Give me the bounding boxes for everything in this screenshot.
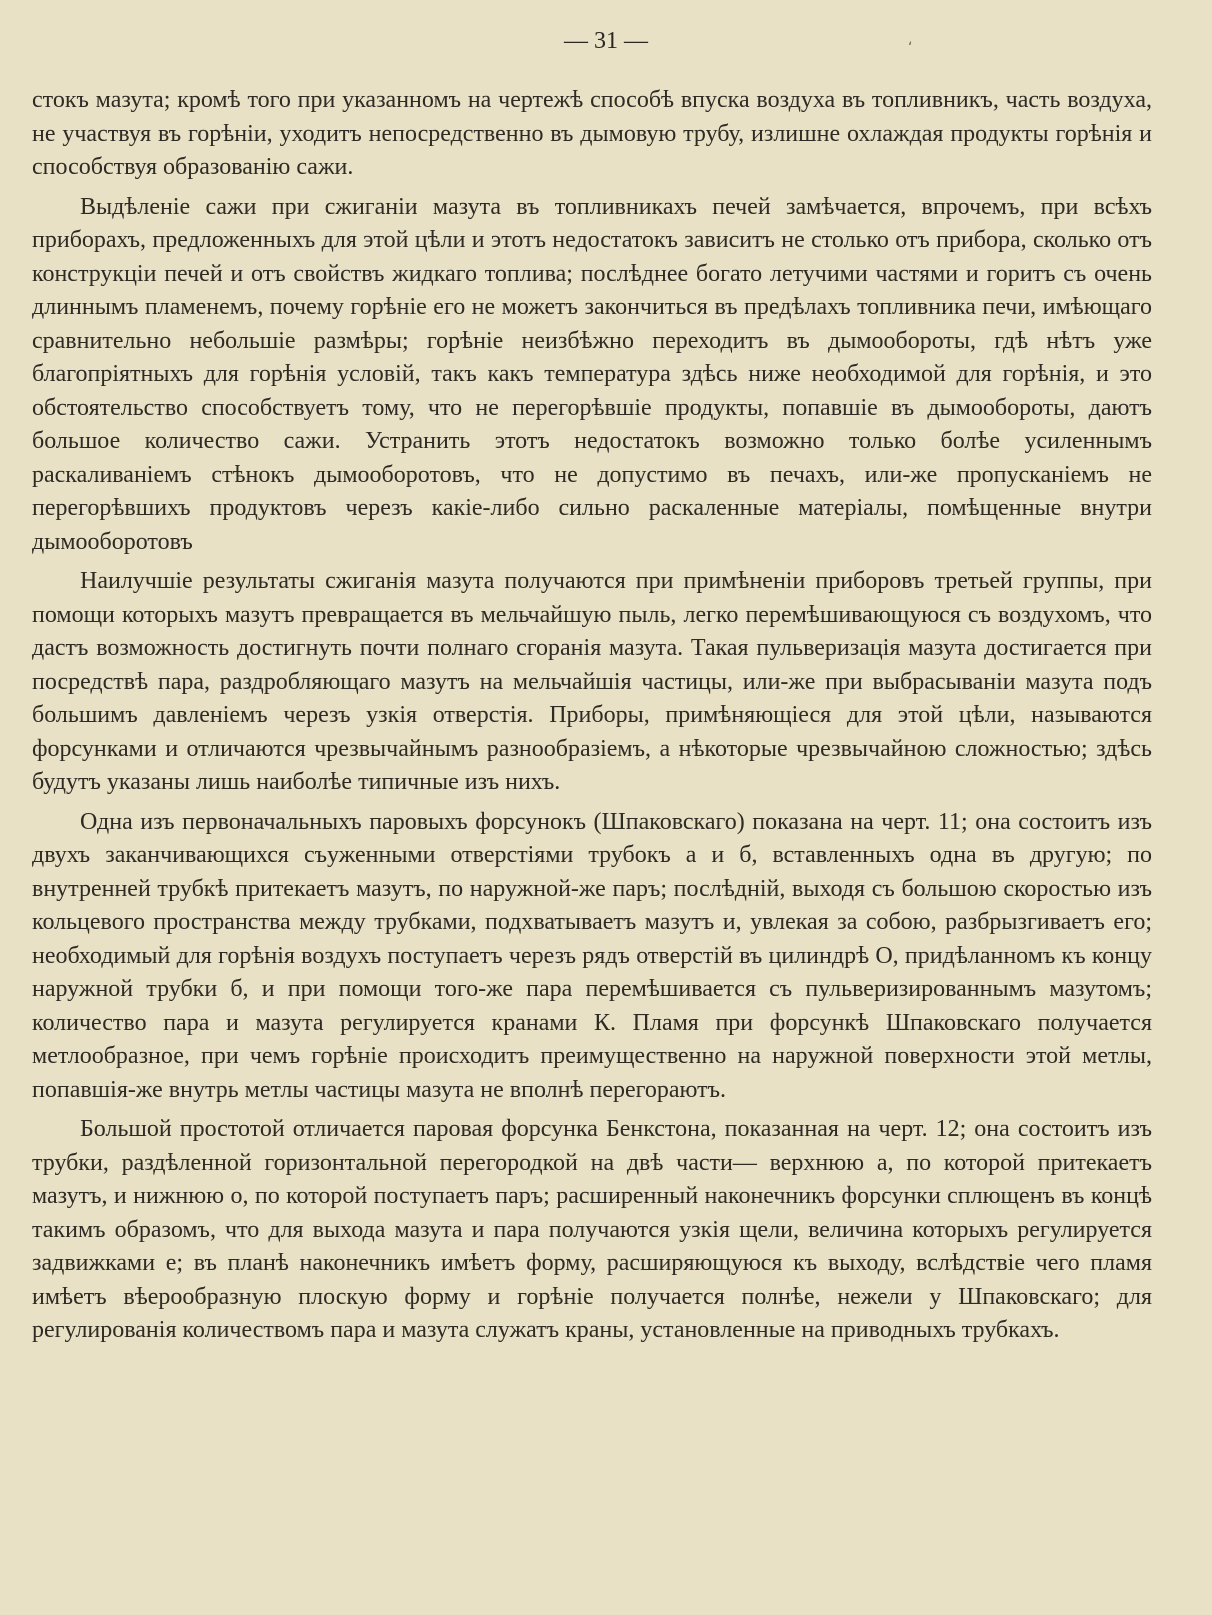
paragraph-1: стокъ мазута; кромѣ того при указанномъ на чертежѣ способѣ впуска воздуха въ топливникъ, часть воздуха, не участвуя въ горѣніи, уходитъ непосредственно въ дымовую трубу, излишне охлаждая продукты горѣнія и способствуя образованію сажи. <box>32 87 1152 180</box>
paragraph-2: Выдѣленіе сажи при сжиганіи мазута въ топливникахъ печей замѣчается, впрочемъ, при всѣхъ приборахъ, предложенныхъ для этой цѣли и этотъ недостатокъ зависитъ не столько отъ прибора, сколько отъ конструкціи печей и отъ свойствъ жидкаго топлива; послѣднее богато летучими частями и горитъ съ очень длиннымъ пламенемъ, почему горѣніе его не можетъ закончиться въ предѣлахъ топливника печи, имѣющаго сравнительно небольшіе размѣры; горѣніе неизбѣжно переходитъ въ дымообороты, гдѣ нѣтъ уже благопріятныхъ для горѣнія условій, такъ какъ температура здѣсь ниже необходимой для горѣнія, и это обстоятельство способствуетъ тому, что не перегорѣвшіе продукты, попавшіе въ дымообороты, даютъ большое количество сажи. Устранить этотъ недостатокъ возможно только болѣе усиленнымъ раскаливаніемъ стѣнокъ дымооборотовъ, что не допустимо въ печахъ, или-же пропусканіемъ не перегорѣвшихъ продуктовъ черезъ какіе-либо сильно раскаленные матеріалы, помѣщенные внутри дымооборотовъ <box>32 193 1152 555</box>
paragraph-4: Одна изъ первоначальныхъ паровыхъ форсунокъ (Шпаковскаго) показана на черт. 11; она состоитъ изъ двухъ заканчивающихся съуженными отверстіями трубокъ а и б, вставленныхъ одна въ другую; по внутренней трубкѣ притекаетъ мазутъ, по наружной-же паръ; послѣдній, выходя съ большою скоростью изъ кольцевого пространства между трубками, подхватываетъ мазутъ и, увлекая за собою, разбрызгиваетъ его; необходимый для горѣнія воздухъ поступаетъ черезъ рядъ отверстій въ цилиндрѣ О, придѣланномъ къ концу наружной трубки б, и при помощи того-же пара перемѣшивается съ пульверизированнымъ мазутомъ; количество пара и мазута регулируется кранами К. Пламя при форсункѣ Шпаковскаго получается метлообразное, при чемъ горѣніе происходитъ преимущественно на наружной поверхности этой метлы, попавшія-же внутрь метлы частицы мазута не вполнѣ перегораютъ. <box>32 808 1152 1103</box>
page-number: — 31 — <box>564 28 648 54</box>
paragraph-5: Большой простотой отличается паровая форсунка Бенкстона, показанная на черт. 12; она состоитъ изъ трубки, раздѣленной горизонтальной перегородкой на двѣ части— верхнюю а, по которой притекаетъ мазутъ, и нижнюю о, по которой поступаетъ паръ; расширенный наконечникъ форсунки сплющенъ въ концѣ такимъ образомъ, что для выхода мазута и пара получаются узкія щели, величина которыхъ регулируется задвижками е; въ планѣ наконечникъ имѣетъ форму, расширяющуюся къ выходу, вслѣдствіе чего пламя имѣетъ вѣерообразную плоскую форму и горѣніе получается полнѣе, нежели у Шпаковскаго; для регулированія количествомъ пара и мазута служатъ краны, установленные на приводныхъ трубкахъ. <box>32 1116 1152 1343</box>
page-body <box>32 84 1152 1354</box>
paragraph-3: Наилучшіе результаты сжиганія мазута получаются при примѣненіи приборовъ третьей группы, при помощи которыхъ мазутъ превращается въ мельчайшую пыль, легко перемѣшивающуюся съ воздухомъ, что дастъ возможность достигнуть почти полнаго сгоранія мазута. Такая пульверизація мазута достигается при посредствѣ пара, раздробляющаго мазутъ на мельчайшія частицы, или-же при выбрасываніи мазута подъ большимъ давленіемъ черезъ узкія отверстія. Приборы, примѣняющіеся для этой цѣли, называются форсунками и отличаются чрезвычайнымъ разнообразіемъ, а нѣкоторые чрезвычайною сложностью; здѣсь будутъ указаны лишь наиболѣе типичные изъ нихъ. <box>32 568 1152 795</box>
corner-mark: ‘ <box>908 40 913 56</box>
